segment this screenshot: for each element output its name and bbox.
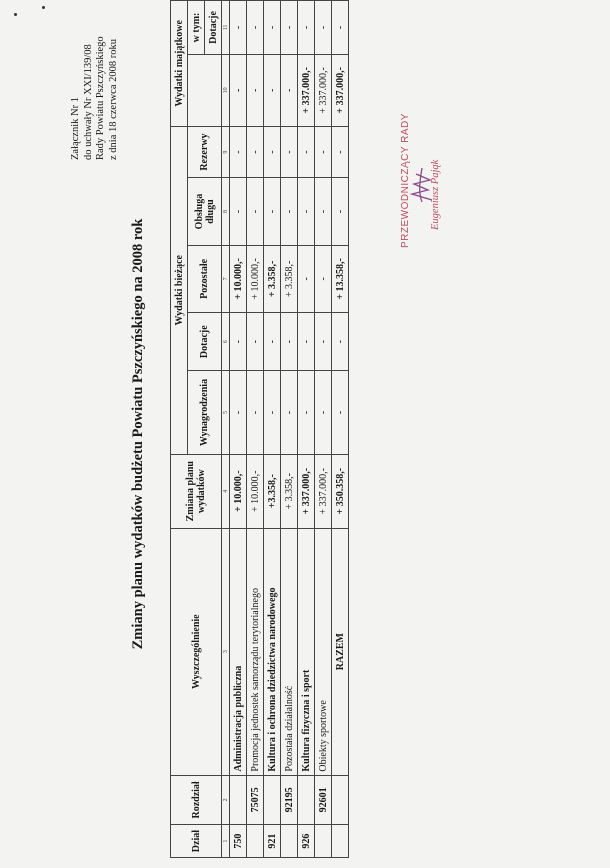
cell-dotacje: -: [230, 313, 247, 371]
header-dzial: Dział: [171, 825, 222, 858]
cell-rezerwy: -: [298, 126, 315, 178]
cell-wynagrodzenia: -: [264, 371, 281, 454]
cell-obsluga: -: [247, 178, 264, 245]
table-row: [281, 1, 298, 858]
column-number-row: [222, 1, 230, 858]
cell-obsluga: -: [332, 178, 349, 245]
cell-pozostale: + 10.000,-: [230, 245, 247, 312]
cell-rozdzial: 75075: [247, 775, 264, 825]
cell-zmiana: + 337.000,-: [315, 454, 332, 528]
header-wyszczegolnienie: Wyszczególnienie: [171, 528, 222, 775]
header-row: [171, 1, 188, 858]
cell-majatkowe: -: [230, 54, 247, 126]
cell-dzial: [247, 825, 264, 858]
cell-dzial: [315, 825, 332, 858]
header-wydatki-biezace: Wydatki bieżące: [171, 126, 188, 454]
cell-pozostale: + 3.358,-: [264, 245, 281, 312]
cell-dzial: 926: [298, 825, 315, 858]
annex-line: z dnia 18 czerwca 2008 roku: [107, 39, 119, 160]
cell-desc: Pozostała działalność: [281, 528, 298, 775]
cell-dotacje: -: [315, 313, 332, 371]
header-wydatki-majatkowe: Wydatki majątkowe: [171, 1, 188, 127]
annex-line: do uchwały Nr XXI/139/08: [82, 44, 94, 160]
cell-zmiana: +3.358,-: [264, 454, 281, 528]
cell-rezerwy: -: [281, 126, 298, 178]
annex-header: [70, 36, 120, 160]
cell-desc-total: RAZEM: [332, 528, 349, 775]
column-number: 2: [222, 775, 230, 825]
table-row-total: [332, 1, 349, 858]
table-row: [298, 1, 315, 858]
cell-wynagrodzenia: -: [281, 371, 298, 454]
cell-rozdzial: [230, 775, 247, 825]
cell-dzial: [332, 825, 349, 858]
cell-majatkowe-dotacje: -: [315, 1, 332, 55]
cell-pozostale: + 3.358,-: [281, 245, 298, 312]
cell-zmiana: + 3.358,-: [281, 454, 298, 528]
column-number: 5: [222, 371, 230, 454]
table-row: [247, 1, 264, 858]
cell-desc: Kultura fizyczna i sport: [298, 528, 315, 775]
cell-dotacje: -: [264, 313, 281, 371]
cell-wynagrodzenia: -: [247, 371, 264, 454]
column-number: 1: [222, 825, 230, 858]
cell-wynagrodzenia: -: [315, 371, 332, 454]
header-w-tym: w tym:: [188, 1, 205, 55]
column-number: 10: [222, 54, 230, 126]
cell-pozostale: -: [315, 245, 332, 312]
cell-majatkowe-dotacje: -: [247, 1, 264, 55]
cell-rezerwy: -: [247, 126, 264, 178]
cell-rozdzial: 92601: [315, 775, 332, 825]
header-rezerwy: Rezerwy: [188, 126, 222, 178]
stamp-title: PRZEWODNICZĄCY RADY: [400, 113, 411, 248]
cell-rozdzial: [298, 775, 315, 825]
header-dotacje-majatkowe: Dotacje: [205, 1, 222, 55]
cell-dotacje: -: [281, 313, 298, 371]
cell-majatkowe-dotacje: -: [332, 1, 349, 55]
cell-wynagrodzenia: -: [230, 371, 247, 454]
cell-rozdzial: 92195: [281, 775, 298, 825]
cell-rozdzial: [264, 775, 281, 825]
cell-majatkowe-dotacje: -: [281, 1, 298, 55]
column-number: 7: [222, 245, 230, 312]
annex-line: Rady Powiatu Pszczyńskiego: [95, 36, 106, 160]
column-number: 6: [222, 313, 230, 371]
cell-obsluga: -: [281, 178, 298, 245]
cell-rezerwy: -: [264, 126, 281, 178]
cell-desc: Kultura i ochrona dziedzictwa narodowego: [264, 528, 281, 775]
cell-obsluga: -: [298, 178, 315, 245]
header-wynagrodzenia: Wynagrodzenia: [188, 371, 222, 454]
cell-obsluga: -: [230, 178, 247, 245]
header-zmiana: Zmiana planu wydatków: [171, 454, 222, 528]
cell-dotacje: -: [298, 313, 315, 371]
cell-rezerwy: -: [230, 126, 247, 178]
cell-desc: Obiekty sportowe: [315, 528, 332, 775]
cell-dzial: [281, 825, 298, 858]
column-number: 11: [222, 1, 230, 55]
cell-desc: Administracja publiczna: [230, 528, 247, 775]
cell-majatkowe-dotacje: -: [230, 1, 247, 55]
header-majatkowe-total: [188, 54, 222, 126]
cell-dotacje: -: [247, 313, 264, 371]
header-rozdzial: Rozdział: [171, 775, 222, 825]
cell-wynagrodzenia: -: [332, 371, 349, 454]
cell-zmiana: + 10.000,-: [230, 454, 247, 528]
header-pozostale: Pozostałe: [188, 245, 222, 312]
cell-zmiana: + 337.000,-: [298, 454, 315, 528]
cell-dotacje: -: [332, 313, 349, 371]
cell-rozdzial: [332, 775, 349, 825]
column-number: 4: [222, 454, 230, 528]
column-number: 8: [222, 178, 230, 245]
cell-majatkowe: -: [281, 54, 298, 126]
cell-majatkowe: + 337.000,-: [298, 54, 315, 126]
cell-zmiana: + 10.000,-: [247, 454, 264, 528]
cell-majatkowe: -: [247, 54, 264, 126]
budget-table: [170, 0, 349, 858]
table-row: [315, 1, 332, 858]
cell-dzial: 750: [230, 825, 247, 858]
table-row: [230, 1, 247, 858]
cell-wynagrodzenia: -: [298, 371, 315, 454]
cell-rezerwy: -: [315, 126, 332, 178]
cell-dzial: 921: [264, 825, 281, 858]
cell-majatkowe: + 337.000,-: [315, 54, 332, 126]
cell-pozostale: -: [298, 245, 315, 312]
column-number: 3: [222, 528, 230, 775]
cell-pozostale: + 13.358,-: [332, 245, 349, 312]
cell-majatkowe: -: [264, 54, 281, 126]
cell-rezerwy: -: [332, 126, 349, 178]
cell-pozostale: + 10.000,-: [247, 245, 264, 312]
table-row: [264, 1, 281, 858]
header-dotacje: Dotacje: [188, 313, 222, 371]
cell-obsluga: -: [315, 178, 332, 245]
document-title: Zmiany planu wydatków budżetu Powiatu Pszczyńskiego na 2008 rok: [130, 218, 146, 650]
cell-desc: Promocja jednostek samorządu terytorialnego: [247, 528, 264, 775]
stamp-name: Eugeniusz Pająk: [430, 159, 441, 230]
annex-line: Załącznik Nr 1: [70, 97, 81, 160]
cell-majatkowe-dotacje: -: [264, 1, 281, 55]
cell-majatkowe: + 337.000,-: [332, 54, 349, 126]
cell-zmiana: + 350.358,-: [332, 454, 349, 528]
cell-majatkowe-dotacje: -: [298, 1, 315, 55]
chairman-stamp: [400, 113, 441, 248]
column-number: 9: [222, 126, 230, 178]
header-obsluga-dlugu: Obsługa długu: [188, 178, 222, 245]
cell-obsluga: -: [264, 178, 281, 245]
